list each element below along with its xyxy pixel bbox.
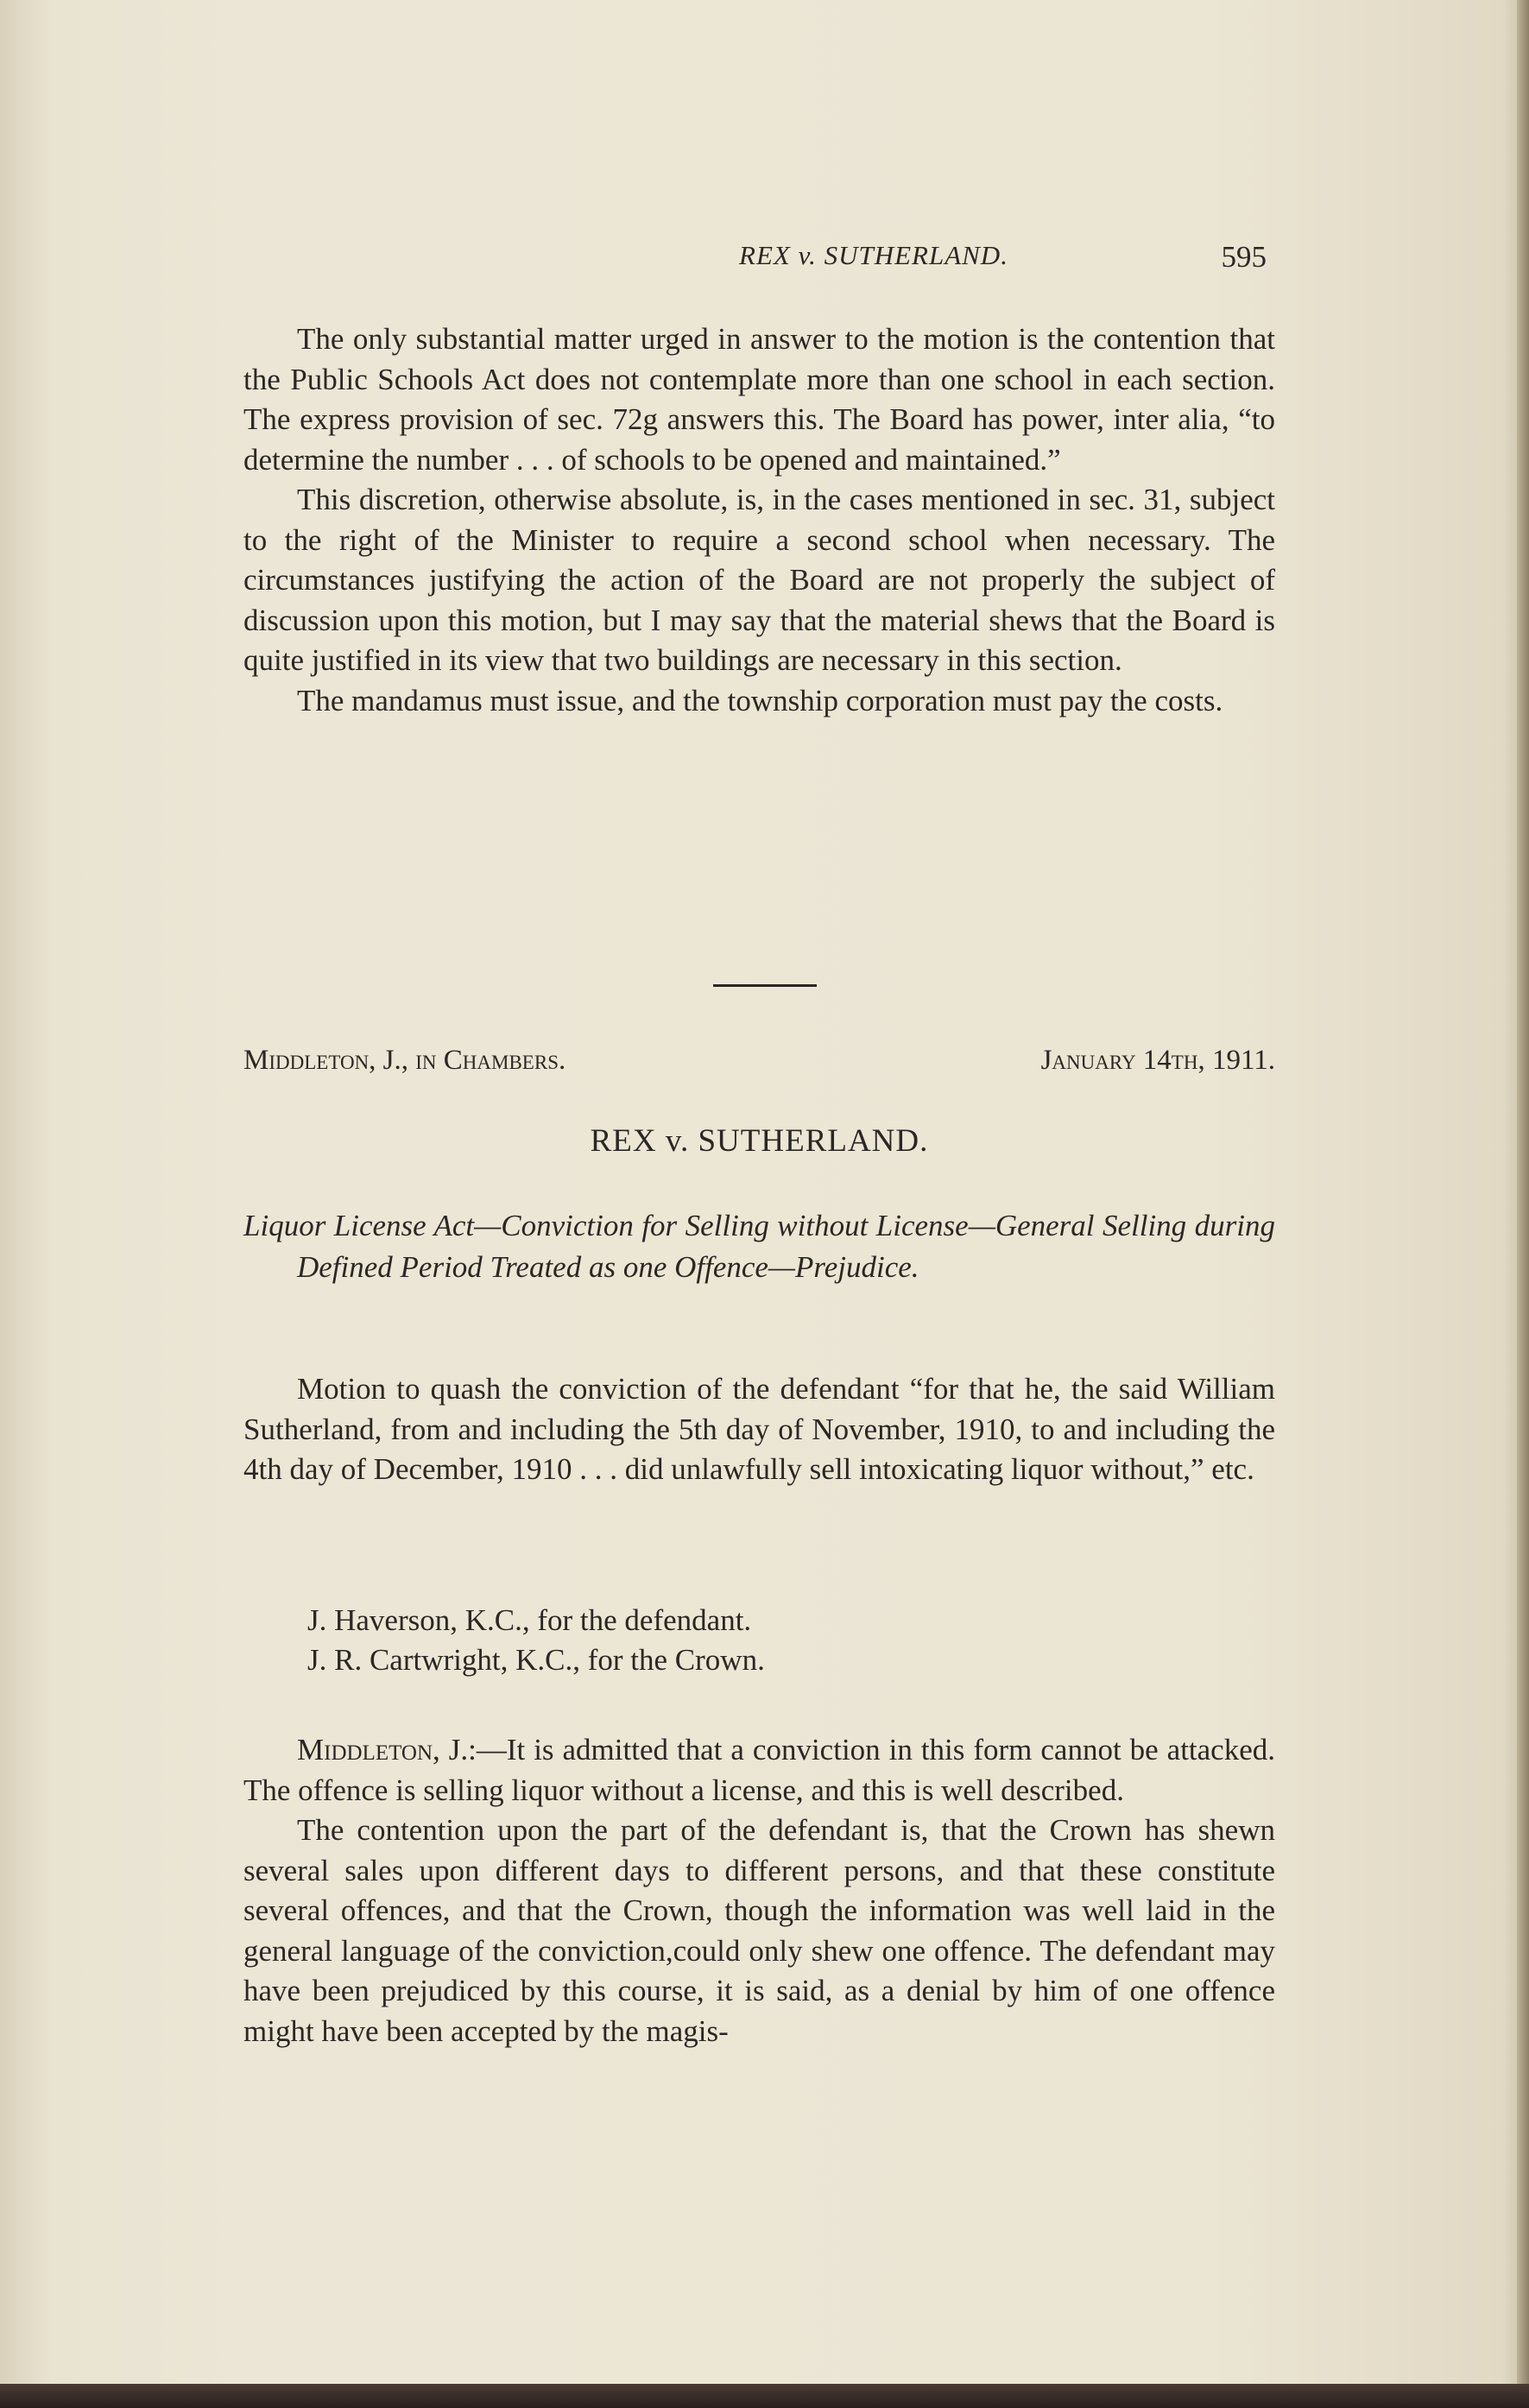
running-title: REX v. SUTHERLAND.: [739, 240, 1008, 270]
motion-block: [243, 1369, 1275, 1490]
page-number: 595: [1221, 240, 1267, 274]
section-divider: [713, 984, 817, 987]
judgment-paragraph: The contention upon the part of the defendant is, that the Crown has shewn several sales upon different days to different persons, and that these constitute several offences, and that the Crown, though the information was well laid in the general language of the conviction,could only shew one offence. The defendant may have been prejudiced by this course, it is said, as a denial by him of one offence might have been accepted by the magis-: [243, 1813, 1275, 2048]
judgment-text: :—It is admitted that a conviction in this form cannot be attacked. The offence is selling liquor without a license, and this is well described.: [243, 1733, 1275, 1807]
paragraph: The only substantial matter urged in answer to the motion is the contention that the Public Schools Act does not contemplate more than one school in each section. The express provision of sec. 72g answers this. The Board has power, inter alia, “to determine the number . . . of schools to be opened and maintained.”: [243, 322, 1275, 477]
headnote: [243, 1205, 1275, 1288]
paragraph: This discretion, otherwise absolute, is, in the cases mentioned in sec. 31, subject to the right of the Minister to require a second school when necessary. The circumstances justifying the action of the Board are not properly the subject of discussion upon this motion, but I may say that the material shews that the Board is quite justified in its view that two buildings are necessary in this section.: [243, 483, 1275, 677]
judge-chambers: Middleton, J., in Chambers.: [243, 1045, 566, 1076]
decision-date: January 14th, 1911.: [1040, 1045, 1275, 1076]
judgment: [243, 1730, 1275, 2051]
motion-paragraph: Motion to quash the conviction of the defendant “for that he, the said William Sutherland, from and including the 5th day of November, 1910, to and including the 4th day of December, 1910 . . . did unlawfully sell intoxicating liquor without,” etc.: [243, 1372, 1275, 1486]
page-header: [243, 240, 1275, 283]
page-edge-bottom: [0, 2384, 1529, 2408]
headnote-text: Liquor License Act—Conviction for Selling without License—General Selling during Defined Period Treated as one Offence—Prejudice.: [243, 1209, 1275, 1284]
judgment-paragraph: [243, 1730, 1275, 1811]
court-line: [243, 1045, 1275, 1084]
counsel-entry: J. Haverson, K.C., for the defendant.: [307, 1603, 752, 1637]
counsel-list: [307, 1601, 1257, 1680]
paragraph: The mandamus must issue, and the township corporation must pay the costs.: [297, 683, 1223, 717]
judge-name: Middleton, J.: [297, 1733, 469, 1766]
counsel-entry: J. R. Cartwright, K.C., for the Crown.: [307, 1643, 765, 1677]
body-top: [243, 319, 1275, 721]
page-edge-right: [1517, 0, 1529, 2408]
case-title: REX v. SUTHERLAND.: [590, 1123, 929, 1159]
